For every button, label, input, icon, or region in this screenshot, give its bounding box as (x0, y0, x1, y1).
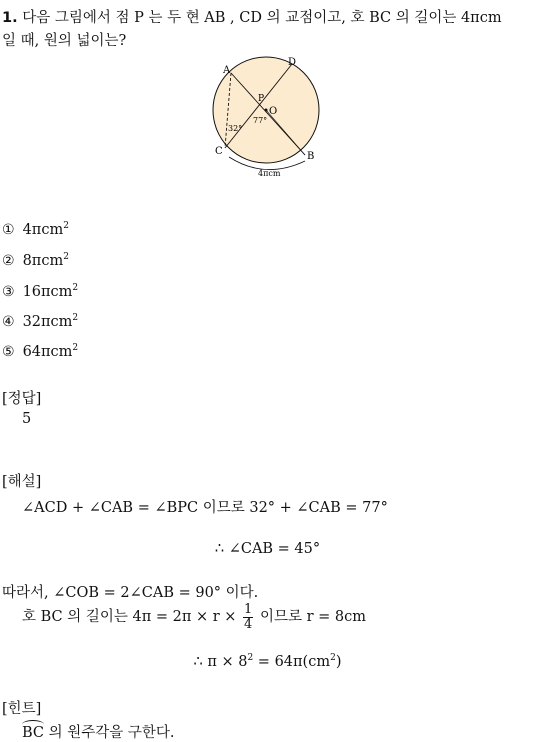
explanation-line-2: ∴ ∠CAB = 45° (214, 541, 321, 557)
circle-figure (205, 55, 330, 180)
line5-exp2: 2 (330, 653, 336, 663)
choice-marker: ① (2, 222, 15, 238)
choice-exponent: 2 (72, 283, 79, 293)
center-point (265, 109, 268, 112)
explanation-label: [해설] (2, 474, 42, 490)
line4-pre: 호 BC 의 길이는 4π = 2π × r × (22, 609, 237, 625)
line5-post: ) (335, 654, 342, 670)
hint-line (22, 721, 175, 742)
answer-value: 5 (22, 411, 32, 427)
angle-label-p: 77° (253, 116, 268, 125)
choice-marker: ④ (2, 314, 15, 330)
choice-exponent: 2 (63, 252, 69, 262)
fraction-quarter (243, 603, 253, 632)
choice-3[interactable] (2, 283, 78, 300)
arc-length-label: 4πcm (258, 169, 281, 178)
choice-5[interactable] (2, 343, 78, 360)
fraction-denominator: 4 (244, 616, 253, 632)
question-number: 1. (2, 10, 18, 26)
line5-exp: 2 (247, 653, 254, 663)
choice-2[interactable] (2, 252, 69, 269)
line4-post: 이므로 r = 8cm (259, 609, 366, 625)
explanation-line-5 (0, 653, 535, 670)
choice-4[interactable] (2, 313, 78, 330)
question-line-1 (2, 6, 502, 27)
choice-marker: ③ (2, 284, 15, 300)
label-p: P (258, 94, 265, 104)
line5-mid: = 64π(cm (253, 654, 331, 670)
hint-text: 의 원주각을 구한다. (48, 725, 175, 741)
label-b: B (307, 151, 315, 162)
explanation-line-4 (22, 600, 366, 634)
choice-value: 16πcm (22, 284, 73, 300)
question-text-2: 일 때, 원의 넓이는? (2, 33, 127, 49)
choice-exponent: 2 (63, 221, 69, 231)
choice-1[interactable] (2, 221, 69, 238)
arc-bc: BC (22, 725, 45, 741)
question-text-1: 다음 그림에서 점 P 는 두 현 AB , CD 의 교점이고, 호 BC 의 길이는 4πcm (22, 10, 502, 26)
choice-marker: ⑤ (2, 344, 15, 360)
line5-pre: ∴ π × 8 (193, 654, 248, 670)
choice-exponent: 2 (72, 313, 79, 323)
answer-label: [정답] (2, 391, 42, 407)
label-c: C (215, 146, 223, 157)
fraction-numerator: 1 (244, 601, 253, 617)
label-a: A (223, 65, 231, 76)
choice-marker: ② (2, 253, 15, 269)
choice-value: 64πcm (22, 344, 73, 360)
hint-label: [힌트] (2, 701, 42, 717)
angle-label-c: 32° (228, 124, 243, 133)
choice-exponent: 2 (72, 343, 79, 353)
label-o: O (269, 106, 278, 117)
choice-value: 8πcm (22, 253, 64, 269)
choice-value: 32πcm (22, 314, 73, 330)
choice-value: 4πcm (22, 222, 64, 238)
explanation-line-1: ∠ACD + ∠CAB = ∠BPC 이므로 32° + ∠CAB = 77° (22, 500, 388, 516)
label-d: D (288, 57, 297, 68)
explanation-line-3: 따라서, ∠COB = 2∠CAB = 90° 이다. (2, 585, 259, 601)
